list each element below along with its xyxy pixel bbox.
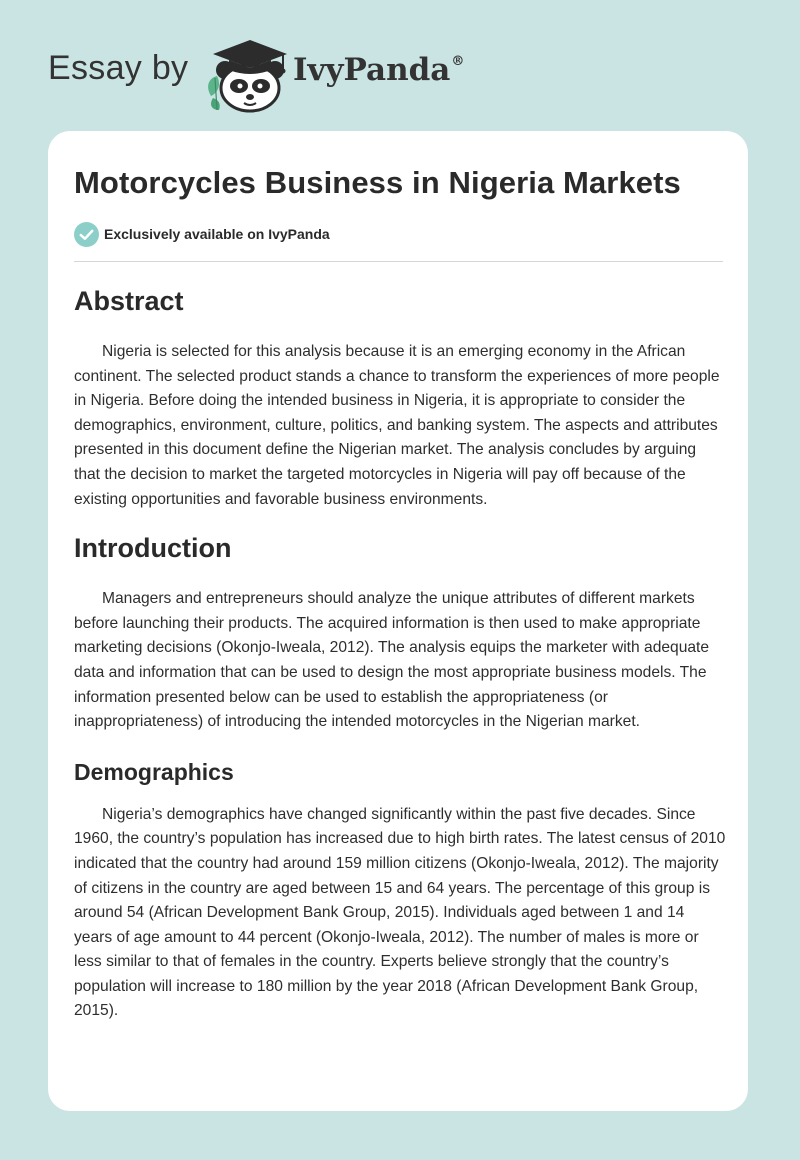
section-paragraph-demographics: Nigeria’s demographics have changed significantly within the past five decades. Since 1960, the country’s population has increased due to high birth rates. The latest census of 2010 indicated that the country had around 159 million citizens (Okonjo-Iweala, 2012). The majority of citizens in the country are aged between 15 and 64 years. The percentage of this group is around 54 (African Development Bank Group, 2015). Individuals aged between 1 and 14 years of age amount to 44 percent (Okonjo-Iweala, 2012). The number of males is more or less similar to that of females in the country. Experts believe strongly that the country’s population will increase to 180 million by the year 2018 (African Development Bank Group, 2015). [74,805,726,1020]
article-body [74,281,726,1024]
section-heading-abstract: Abstract [74,286,184,316]
exclusive-badge-text: Exclusively available on IvyPanda [104,226,330,242]
title-divider [74,261,723,262]
section-paragraph-abstract: Nigeria is selected for this analysis because it is an emerging economy in the African continent. The selected product stands a chance to transform the experiences of more people in Nigeria. Before doing the intended business in Nigeria, it is appropriate to consider the demographics, environment, culture, politics, and banking system. The aspects and attributes presented in this document define the Nigerian market. The analysis concludes by arguing that the decision to market the targeted motorcycles in Nigeria will pay off because of the existing opportunities and favorable business environments. [74,343,720,508]
panda-logo-icon[interactable] [203,34,293,114]
article-title: Motorcycles Business in Nigeria Markets [74,165,681,200]
essay-by-label: Essay by [48,49,189,87]
site-header [48,34,608,114]
brand-name[interactable]: IvyPanda® [293,52,465,88]
section-heading-demographics: Demographics [74,758,234,785]
check-circle-icon [74,222,99,247]
section-paragraph-introduction: Managers and entrepreneurs should analyze the unique attributes of different markets before launching their products. The acquired information is then used to make appropriate marketing decisions (Okonjo-Iweala, 2012). The analysis equips the marketer with adequate data and information that can be used to design the most appropriate business models. The information presented below can be used to establish the appropriateness (or inappropriateness) of introducing the intended motorcycles in the Nigerian market. [74,590,710,731]
article-card [48,131,748,1111]
registered-mark: ® [451,54,465,69]
section-heading-introduction: Introduction [74,533,232,564]
exclusive-badge [74,221,330,247]
